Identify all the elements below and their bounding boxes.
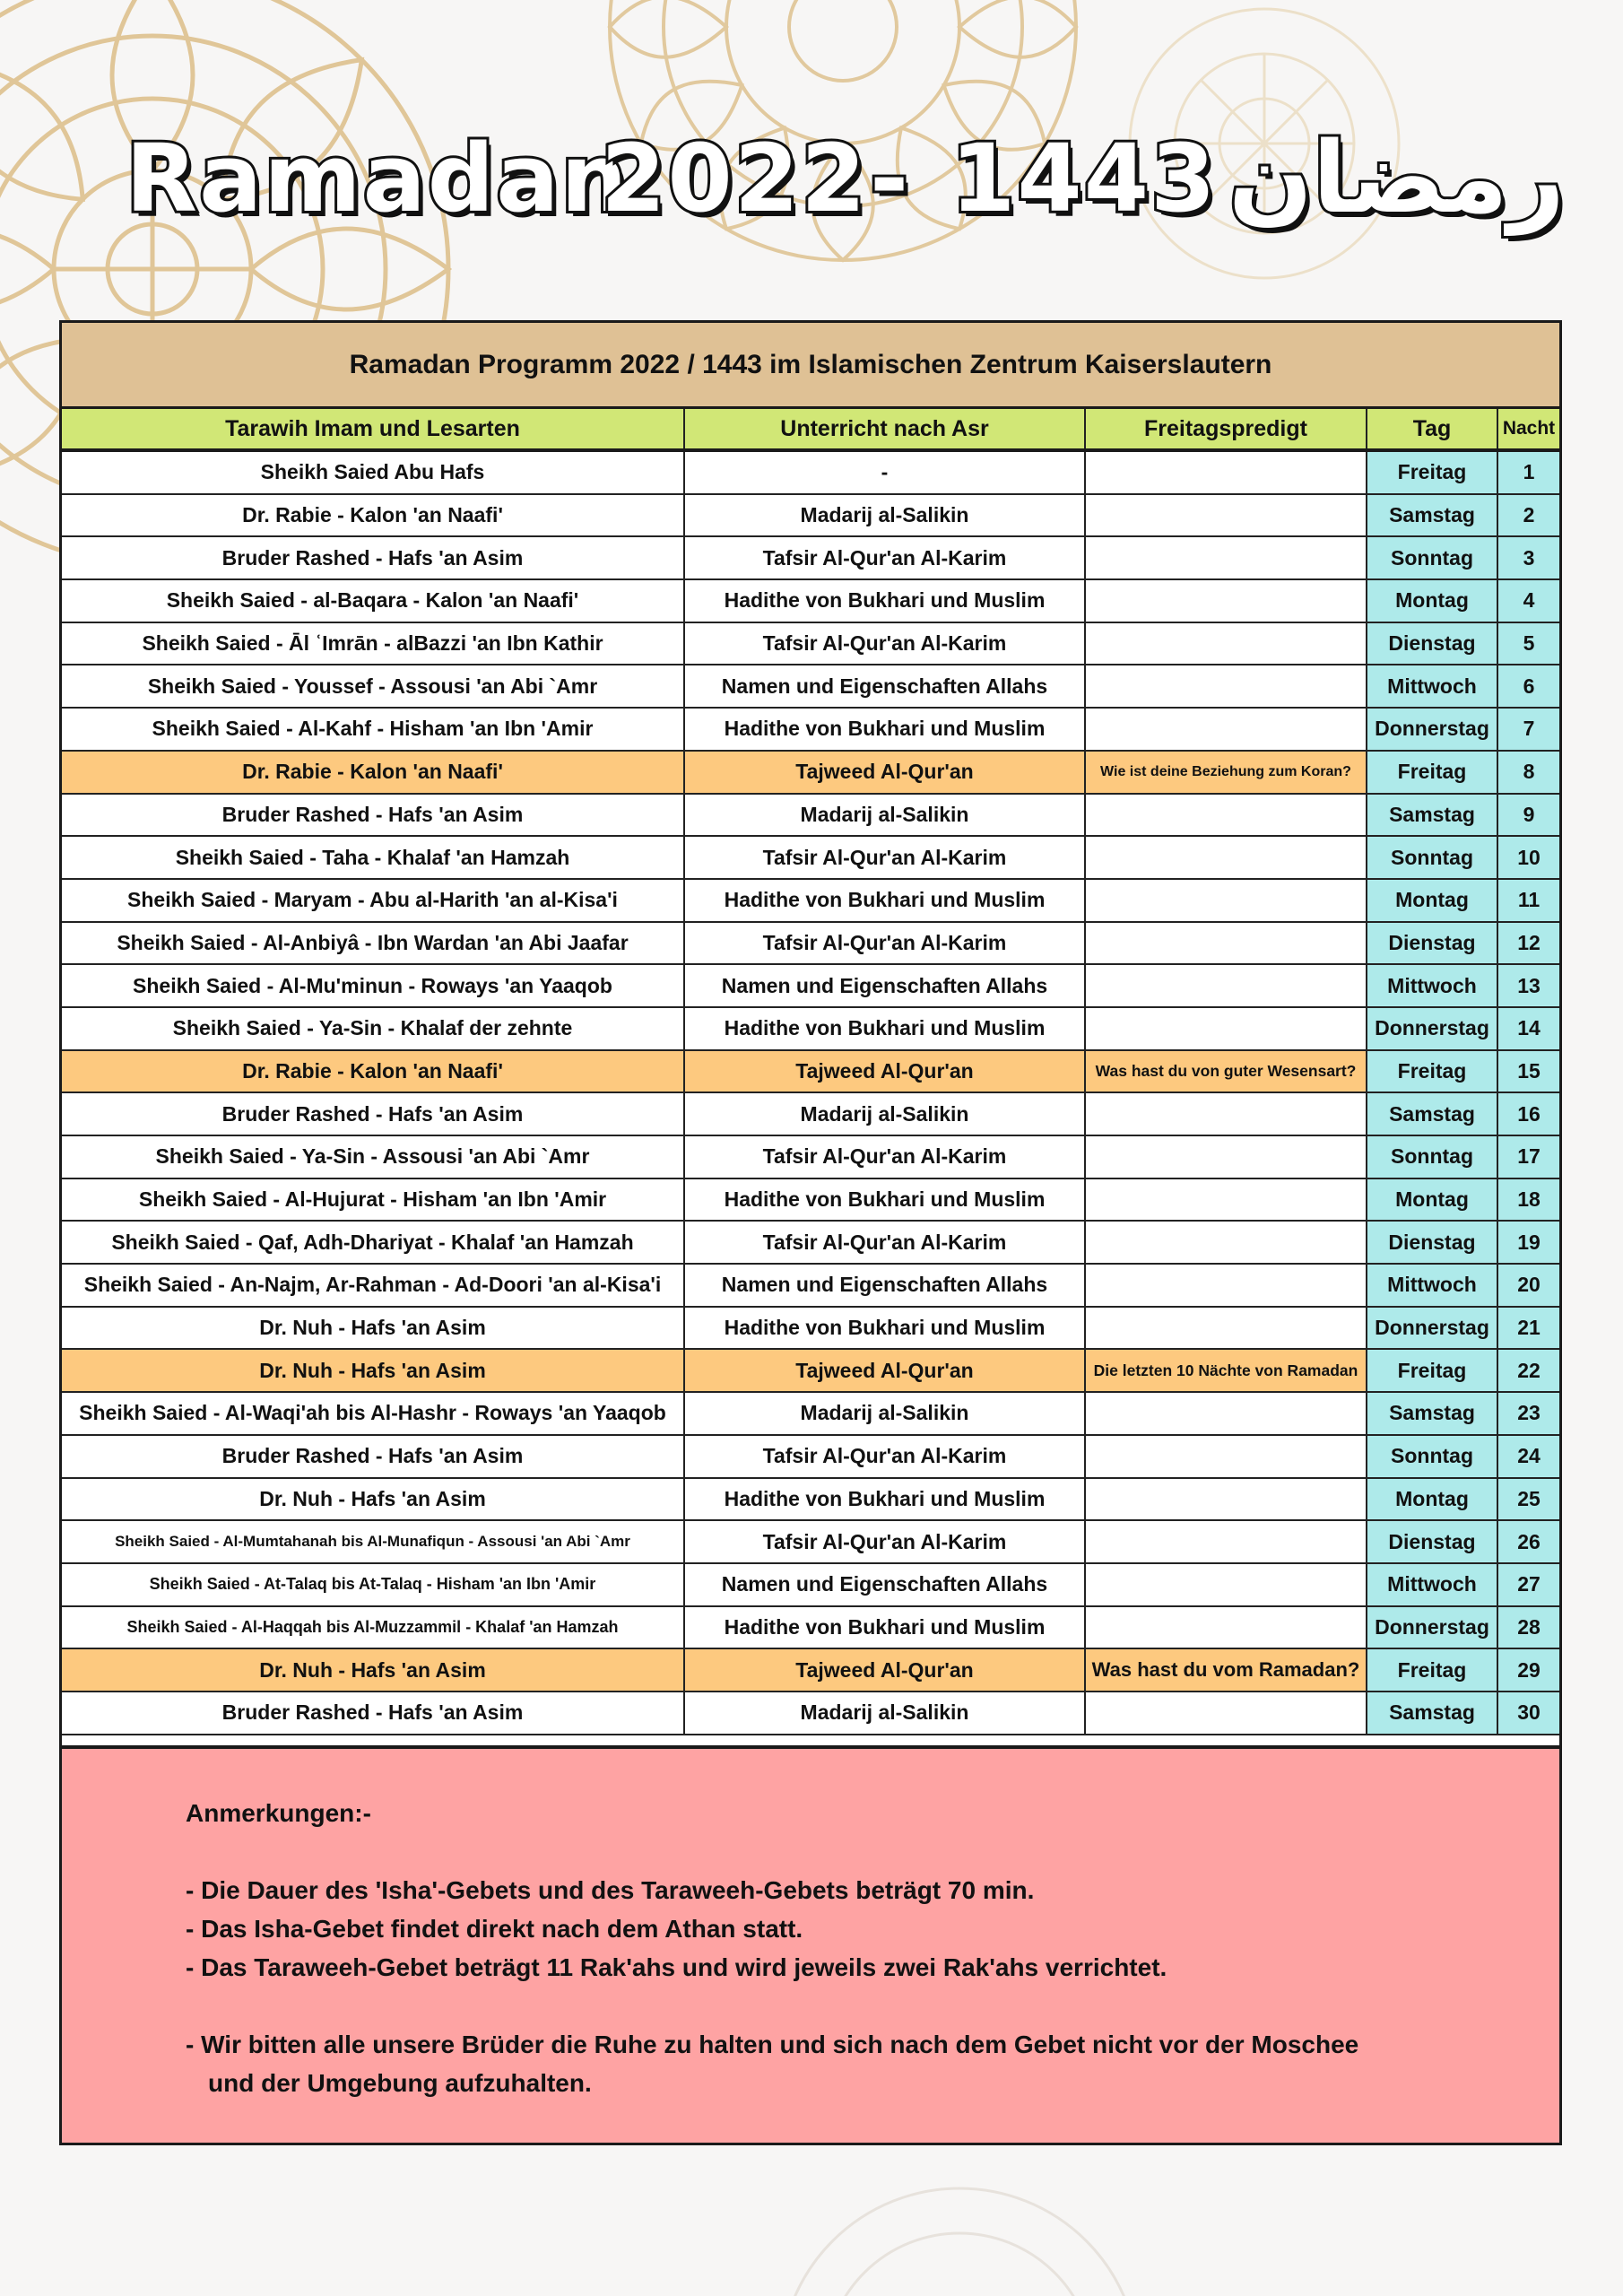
cell-lesson: Hadithe von Bukhari und Muslim (684, 1007, 1085, 1050)
cell-day: Samstag (1367, 794, 1497, 837)
cell-lesson: Hadithe von Bukhari und Muslim (684, 1478, 1085, 1521)
cell-sermon (1085, 1007, 1367, 1050)
table-row (62, 794, 1559, 837)
cell-night: 16 (1497, 1092, 1559, 1135)
cell-day: Montag (1367, 1178, 1497, 1222)
cell-imam: Dr. Nuh - Hafs 'an Asim (62, 1648, 684, 1692)
table-row (62, 751, 1559, 794)
cell-sermon (1085, 794, 1367, 837)
cell-day: Mittwoch (1367, 1563, 1497, 1606)
table-row (62, 1520, 1559, 1563)
cell-night: 14 (1497, 1007, 1559, 1050)
cell-lesson: Tafsir Al-Qur'an Al-Karim (684, 1221, 1085, 1264)
title-year: 2022 (601, 124, 868, 233)
cell-day: Montag (1367, 879, 1497, 922)
cell-imam: Sheikh Saied - Al-Anbiyâ - Ibn Wardan 'an Abi Jaafar (62, 922, 684, 965)
cell-sermon (1085, 1606, 1367, 1649)
cell-night: 12 (1497, 922, 1559, 965)
cell-imam: Sheikh Saied - al-Baqara - Kalon 'an Naafi' (62, 579, 684, 622)
column-header-sermon: Freitagspredigt (1085, 409, 1367, 450)
cell-night: 15 (1497, 1050, 1559, 1093)
cell-day: Samstag (1367, 1092, 1497, 1135)
cell-lesson: Madarij al-Salikin (684, 1392, 1085, 1435)
table-row (62, 1563, 1559, 1606)
cell-day: Sonntag (1367, 1435, 1497, 1478)
cell-imam: Dr. Nuh - Hafs 'an Asim (62, 1478, 684, 1521)
program-sheet (59, 320, 1562, 2145)
table-row (62, 1435, 1559, 1478)
cell-lesson: Tafsir Al-Qur'an Al-Karim (684, 1135, 1085, 1178)
table-row (62, 1007, 1559, 1050)
cell-night: 18 (1497, 1178, 1559, 1222)
cell-sermon: Was hast du von guter Wesensart? (1085, 1050, 1367, 1093)
cell-imam: Dr. Rabie - Kalon 'an Naafi' (62, 751, 684, 794)
cell-sermon (1085, 1392, 1367, 1435)
cell-night: 7 (1497, 708, 1559, 751)
cell-sermon (1085, 922, 1367, 965)
cell-lesson: Hadithe von Bukhari und Muslim (684, 1307, 1085, 1350)
cell-day: Donnerstag (1367, 708, 1497, 751)
cell-lesson: Tafsir Al-Qur'an Al-Karim (684, 1520, 1085, 1563)
cell-imam: Sheikh Saied - Al-Mumtahanah bis Al-Munafiqun - Assousi 'an Abi `Amr (62, 1520, 684, 1563)
cell-imam: Dr. Rabie - Kalon 'an Naafi' (62, 1050, 684, 1093)
cell-imam: Sheikh Saied - Al-Waqi'ah bis Al-Hashr - Roways 'an Yaaqob (62, 1392, 684, 1435)
table-row (62, 922, 1559, 965)
table-row (62, 579, 1559, 622)
cell-night: 4 (1497, 579, 1559, 622)
cell-day: Dienstag (1367, 1520, 1497, 1563)
table-row (62, 450, 1559, 494)
column-header-lesson: Unterricht nach Asr (684, 409, 1085, 450)
cell-sermon: Wie ist deine Beziehung zum Koran? (1085, 751, 1367, 794)
cell-lesson: Madarij al-Salikin (684, 1692, 1085, 1735)
cell-imam: Sheikh Saied - Ya-Sin - Khalaf der zehnte (62, 1007, 684, 1050)
cell-day: Freitag (1367, 1648, 1497, 1692)
cell-day: Sonntag (1367, 1135, 1497, 1178)
cell-sermon: Die letzten 10 Nächte von Ramadan (1085, 1349, 1367, 1392)
table-row (62, 1392, 1559, 1435)
title-hijri-year: 1443 (950, 124, 1218, 233)
cell-night: 21 (1497, 1307, 1559, 1350)
cell-night: 6 (1497, 665, 1559, 708)
cell-day: Samstag (1367, 1392, 1497, 1435)
table-body (62, 450, 1559, 1735)
cell-imam: Sheikh Saied - Al-Mu'minun - Roways 'an Yaaqob (62, 964, 684, 1007)
cell-night: 25 (1497, 1478, 1559, 1521)
cell-lesson: Tafsir Al-Qur'an Al-Karim (684, 836, 1085, 879)
cell-day: Mittwoch (1367, 964, 1497, 1007)
cell-day: Montag (1367, 579, 1497, 622)
cell-lesson: Tajweed Al-Qur'an (684, 1648, 1085, 1692)
cell-sermon (1085, 665, 1367, 708)
cell-sermon (1085, 1478, 1367, 1521)
cell-imam: Bruder Rashed - Hafs 'an Asim (62, 1692, 684, 1735)
cell-day: Mittwoch (1367, 1264, 1497, 1307)
cell-sermon (1085, 836, 1367, 879)
cell-night: 5 (1497, 622, 1559, 665)
cell-imam: Sheikh Saied - Al-Hujurat - Hisham 'an Ibn 'Amir (62, 1178, 684, 1222)
cell-day: Freitag (1367, 1050, 1497, 1093)
cell-lesson: - (684, 450, 1085, 494)
table-row (62, 494, 1559, 537)
cell-night: 1 (1497, 450, 1559, 494)
cell-lesson: Madarij al-Salikin (684, 794, 1085, 837)
cell-imam: Sheikh Saied - Al-Kahf - Hisham 'an Ibn 'Amir (62, 708, 684, 751)
note-item-continued: und der Umgebung aufzuhalten. (208, 2069, 592, 2097)
notes-heading: Anmerkungen:- (186, 1799, 371, 1827)
cell-lesson: Hadithe von Bukhari und Muslim (684, 1606, 1085, 1649)
cell-imam: Sheikh Saied - Ya-Sin - Assousi 'an Abi `Amr (62, 1135, 684, 1178)
cell-sermon: Was hast du vom Ramadan? (1085, 1648, 1367, 1692)
cell-lesson: Namen und Eigenschaften Allahs (684, 1264, 1085, 1307)
cell-day: Freitag (1367, 1349, 1497, 1392)
cell-night: 19 (1497, 1221, 1559, 1264)
cell-sermon (1085, 1221, 1367, 1264)
cell-day: Sonntag (1367, 536, 1497, 579)
cell-lesson: Tajweed Al-Qur'an (684, 1349, 1085, 1392)
cell-day: Montag (1367, 1478, 1497, 1521)
cell-night: 3 (1497, 536, 1559, 579)
cell-day: Dienstag (1367, 922, 1497, 965)
cell-day: Freitag (1367, 751, 1497, 794)
table-row (62, 622, 1559, 665)
cell-lesson: Madarij al-Salikin (684, 1092, 1085, 1135)
table-row (62, 1221, 1559, 1264)
cell-lesson: Tafsir Al-Qur'an Al-Karim (684, 1435, 1085, 1478)
cell-imam: Sheikh Saied - Taha - Khalaf 'an Hamzah (62, 836, 684, 879)
cell-night: 9 (1497, 794, 1559, 837)
cell-lesson: Hadithe von Bukhari und Muslim (684, 579, 1085, 622)
cell-lesson: Tajweed Al-Qur'an (684, 1050, 1085, 1093)
cell-night: 23 (1497, 1392, 1559, 1435)
title-dash: - (870, 124, 911, 233)
cell-night: 22 (1497, 1349, 1559, 1392)
notes-box (62, 1745, 1559, 2143)
cell-imam: Sheikh Saied - At-Talaq bis At-Talaq - Hisham 'an Ibn 'Amir (62, 1563, 684, 1606)
cell-sermon (1085, 622, 1367, 665)
cell-night: 10 (1497, 836, 1559, 879)
table-row (62, 1264, 1559, 1307)
cell-day: Donnerstag (1367, 1307, 1497, 1350)
cell-lesson: Hadithe von Bukhari und Muslim (684, 1178, 1085, 1222)
cell-imam: Dr. Nuh - Hafs 'an Asim (62, 1349, 684, 1392)
note-item: - Das Isha-Gebet findet direkt nach dem Athan statt. (186, 1915, 803, 1943)
column-header-imam: Tarawih Imam und Lesarten (62, 409, 684, 450)
cell-lesson: Tafsir Al-Qur'an Al-Karim (684, 536, 1085, 579)
cell-sermon (1085, 1092, 1367, 1135)
cell-lesson: Namen und Eigenschaften Allahs (684, 1563, 1085, 1606)
table-row (62, 1692, 1559, 1735)
program-title: Ramadan Programm 2022 / 1443 im Islamischen Zentrum Kaiserslautern (62, 323, 1559, 409)
cell-sermon (1085, 1563, 1367, 1606)
cell-imam: Bruder Rashed - Hafs 'an Asim (62, 1092, 684, 1135)
cell-imam: Bruder Rashed - Hafs 'an Asim (62, 794, 684, 837)
cell-imam: Bruder Rashed - Hafs 'an Asim (62, 1435, 684, 1478)
cell-imam: Sheikh Saied - An-Najm, Ar-Rahman - Ad-Doori 'an al-Kisa'i (62, 1264, 684, 1307)
cell-sermon (1085, 1264, 1367, 1307)
cell-day: Dienstag (1367, 1221, 1497, 1264)
note-item: - Die Dauer des 'Isha'-Gebets und des Taraweeh-Gebets beträgt 70 min. (186, 1876, 1035, 1904)
cell-imam: Sheikh Saied Abu Hafs (62, 450, 684, 494)
table-row (62, 1178, 1559, 1222)
cell-lesson: Hadithe von Bukhari und Muslim (684, 708, 1085, 751)
table-row (62, 1478, 1559, 1521)
cell-day: Sonntag (1367, 836, 1497, 879)
cell-sermon (1085, 579, 1367, 622)
cell-lesson: Tajweed Al-Qur'an (684, 751, 1085, 794)
cell-lesson: Hadithe von Bukhari und Muslim (684, 879, 1085, 922)
cell-imam: Sheikh Saied - Āl ʿImrān - alBazzi 'an Ibn Kathir (62, 622, 684, 665)
cell-sermon (1085, 1520, 1367, 1563)
cell-night: 13 (1497, 964, 1559, 1007)
cell-day: Mittwoch (1367, 665, 1497, 708)
cell-sermon (1085, 879, 1367, 922)
cell-sermon (1085, 1307, 1367, 1350)
table-row (62, 1648, 1559, 1692)
cell-imam: Sheikh Saied - Qaf, Adh-Dhariyat - Khalaf 'an Hamzah (62, 1221, 684, 1264)
table-header-row (62, 409, 1559, 450)
cell-night: 2 (1497, 494, 1559, 537)
table-row (62, 536, 1559, 579)
cell-lesson: Tafsir Al-Qur'an Al-Karim (684, 622, 1085, 665)
cell-sermon (1085, 1692, 1367, 1735)
cell-imam: Sheikh Saied - Al-Haqqah bis Al-Muzzammil - Khalaf 'an Hamzah (62, 1606, 684, 1649)
cell-day: Samstag (1367, 1692, 1497, 1735)
table-row (62, 1307, 1559, 1350)
table-row (62, 708, 1559, 751)
table-row (62, 964, 1559, 1007)
table-row (62, 1606, 1559, 1649)
cell-imam: Bruder Rashed - Hafs 'an Asim (62, 536, 684, 579)
cell-imam: Dr. Rabie - Kalon 'an Naafi' (62, 494, 684, 537)
note-item: - Das Taraweeh-Gebet beträgt 11 Rak'ahs und wird jeweils zwei Rak'ahs verrichtet. (186, 1953, 1167, 1981)
table-row (62, 1349, 1559, 1392)
note-item: - Wir bitten alle unsere Brüder die Ruhe zu halten und sich nach dem Gebet nicht vor der Moschee (186, 2031, 1359, 2058)
page-title (126, 117, 1566, 242)
cell-lesson: Madarij al-Salikin (684, 494, 1085, 537)
cell-night: 26 (1497, 1520, 1559, 1563)
cell-day: Donnerstag (1367, 1007, 1497, 1050)
cell-imam: Sheikh Saied - Youssef - Assousi 'an Abi `Amr (62, 665, 684, 708)
program-table (62, 409, 1559, 1735)
cell-night: 20 (1497, 1264, 1559, 1307)
cell-sermon (1085, 536, 1367, 579)
table-row (62, 665, 1559, 708)
cell-day: Freitag (1367, 450, 1497, 494)
table-row (62, 879, 1559, 922)
title-ramadan: Ramadan (126, 124, 629, 233)
cell-day: Dienstag (1367, 622, 1497, 665)
cell-day: Samstag (1367, 494, 1497, 537)
cell-sermon (1085, 1435, 1367, 1478)
cell-lesson: Tafsir Al-Qur'an Al-Karim (684, 922, 1085, 965)
cell-night: 8 (1497, 751, 1559, 794)
cell-night: 27 (1497, 1563, 1559, 1606)
cell-sermon (1085, 708, 1367, 751)
cell-lesson: Namen und Eigenschaften Allahs (684, 665, 1085, 708)
cell-night: 17 (1497, 1135, 1559, 1178)
table-row (62, 836, 1559, 879)
column-header-day: Tag (1367, 409, 1497, 450)
cell-imam: Dr. Nuh - Hafs 'an Asim (62, 1307, 684, 1350)
cell-sermon (1085, 450, 1367, 494)
cell-night: 30 (1497, 1692, 1559, 1735)
cell-sermon (1085, 964, 1367, 1007)
title-arabic: رمضان (1228, 120, 1566, 235)
mandala-ornament-bottom (771, 2152, 1148, 2296)
table-row (62, 1050, 1559, 1093)
cell-sermon (1085, 1178, 1367, 1222)
cell-lesson: Namen und Eigenschaften Allahs (684, 964, 1085, 1007)
cell-night: 28 (1497, 1606, 1559, 1649)
cell-sermon (1085, 1135, 1367, 1178)
column-header-night: Nacht (1497, 409, 1559, 450)
table-row (62, 1092, 1559, 1135)
table-row (62, 1135, 1559, 1178)
cell-night: 11 (1497, 879, 1559, 922)
cell-sermon (1085, 494, 1367, 537)
cell-imam: Sheikh Saied - Maryam - Abu al-Harith 'an al-Kisa'i (62, 879, 684, 922)
cell-day: Donnerstag (1367, 1606, 1497, 1649)
cell-night: 24 (1497, 1435, 1559, 1478)
cell-night: 29 (1497, 1648, 1559, 1692)
